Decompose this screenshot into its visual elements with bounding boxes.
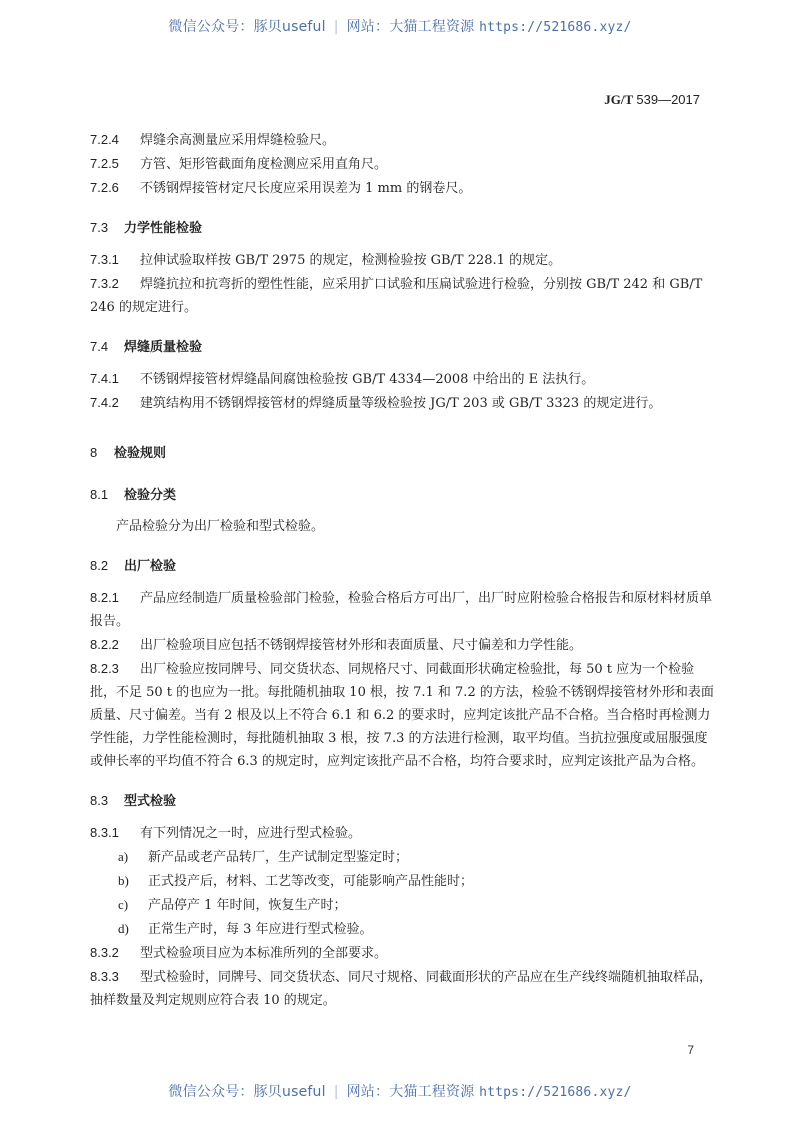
heading-number: 8.3 [90, 793, 109, 808]
clause-text: 有下列情况之一时，应进行型式检验。 [140, 826, 362, 841]
watermark-top [0, 16, 800, 36]
paragraph-8-1: 产品检验分为出厂检验和型式检验。 [116, 519, 325, 534]
clause-text: 拉伸试验取样按 GB/T 2975 的规定，检测检验按 GB/T 228.1 的规定。 [140, 253, 562, 268]
list-text: 新产品或老产品转厂，生产试制定型鉴定时； [148, 850, 409, 865]
clause-8-3-2 [90, 941, 715, 965]
clause-number: 8.3.3 [90, 969, 119, 984]
clause-text: 焊缝抗拉和抗弯折的塑性性能，应采用扩口试验和压扁试验进行检验，分别按 GB/T 242 和 GB/T 246 的规定进行。 [90, 277, 703, 315]
clause-text: 产品应经制造厂质量检验部门检验，检验合格后方可出厂，出厂时应附检验合格报告和原材料材质单报告。 [90, 591, 713, 629]
heading-title: 检验规则 [114, 446, 167, 461]
clause-8-3-3 [90, 965, 715, 1012]
list-text: 产品停产 1 年时间，恢复生产时； [148, 898, 347, 913]
watermark-site: 网站：大猫工程资源 [346, 19, 475, 35]
list-marker: a) [118, 849, 129, 864]
standard-code [604, 92, 700, 108]
heading-title: 出厂检验 [124, 559, 177, 574]
page-number: 7 [687, 1043, 694, 1057]
clause-number: 8.2.2 [90, 637, 119, 652]
watermark-separator: | [333, 19, 339, 35]
clause-text: 不锈钢焊接管材焊缝晶间腐蚀检验按 GB/T 4334—2008 中给出的 E 法执行。 [140, 372, 595, 387]
clause-text: 建筑结构用不锈钢焊接管材的焊缝质量等级检验按 JG/T 203 或 GB/T 3323 的规定进行。 [140, 396, 662, 411]
watermark-account: 微信公众号：豚贝useful [168, 19, 326, 35]
clause-number: 8.2.1 [90, 590, 119, 605]
heading-title: 焊缝质量检验 [124, 340, 203, 355]
list-item-c [90, 893, 715, 917]
heading-number: 8.2 [90, 558, 109, 573]
clause-text: 型式检验时，同牌号、同交货状态、同尺寸规格、同截面形状的产品应在生产线终端随机抽取样品，抽样数量及判定规则应符合表 10 的规定。 [90, 970, 713, 1008]
list-marker: d) [118, 921, 129, 936]
clause-8-2-1 [90, 586, 715, 633]
clause-7-3-1 [90, 248, 715, 272]
list-text: 正式投产后，材料、工艺等改变，可能影响产品性能时； [148, 874, 474, 889]
heading-8-1 [90, 483, 715, 507]
clause-7-4-2 [90, 391, 715, 415]
standard-prefix: JG/T [604, 92, 634, 107]
clause-text: 型式检验项目应为本标准所列的全部要求。 [140, 946, 388, 961]
clause-7-3-2 [90, 272, 715, 319]
clause-7-4-1 [90, 367, 715, 391]
heading-title: 力学性能检验 [124, 221, 203, 236]
watermark-bottom [0, 1081, 800, 1101]
clause-text: 出厂检验项目应包括不锈钢焊接管材外形和表面质量、尺寸偏差和力学性能。 [140, 638, 583, 653]
heading-7-3 [90, 216, 715, 240]
heading-8-2 [90, 554, 715, 578]
watermark-separator: | [333, 1084, 339, 1100]
list-text: 正常生产时，每 3 年应进行型式检验。 [148, 922, 373, 937]
clause-number: 7.3.1 [90, 252, 119, 267]
clause-number: 7.4.1 [90, 371, 119, 386]
clause-number: 8.3.2 [90, 945, 119, 960]
clause-8-2-3 [90, 657, 715, 773]
document-body [90, 128, 715, 1012]
clause-number: 7.2.6 [90, 180, 119, 195]
clause-number: 7.3.2 [90, 276, 119, 291]
watermark-url[interactable]: https://521686.xyz/ [479, 20, 632, 35]
standard-number: 539—2017 [636, 92, 700, 107]
watermark-url[interactable]: https://521686.xyz/ [479, 1085, 632, 1100]
heading-number: 8.1 [90, 487, 109, 502]
clause-text: 不锈钢焊接管材定尺长度应采用误差为 1 mm 的钢卷尺。 [140, 181, 472, 196]
clause-number: 7.2.4 [90, 132, 119, 147]
list-marker: c) [118, 897, 129, 912]
clause-7-2-5 [90, 152, 715, 176]
clause-number: 7.4.2 [90, 395, 119, 410]
clause-number: 8.2.3 [90, 661, 119, 676]
heading-7-4 [90, 335, 715, 359]
watermark-site: 网站：大猫工程资源 [346, 1084, 475, 1100]
clause-text: 焊缝余高测量应采用焊缝检验尺。 [140, 133, 336, 148]
clause-7-2-6 [90, 176, 715, 200]
clause-8-2-2 [90, 633, 715, 657]
heading-number: 7.4 [90, 339, 109, 354]
heading-title: 型式检验 [124, 794, 177, 809]
list-marker: b) [118, 873, 129, 888]
clause-8-3-1 [90, 821, 715, 845]
heading-8-3 [90, 789, 715, 813]
list-item-a [90, 845, 715, 869]
heading-number: 8 [90, 445, 98, 460]
clause-text: 方管、矩形管截面角度检测应采用直角尺。 [140, 157, 388, 172]
heading-chapter-8 [90, 441, 715, 465]
watermark-account: 微信公众号：豚贝useful [168, 1084, 326, 1100]
heading-title: 检验分类 [124, 488, 177, 503]
clause-text: 出厂检验应按同牌号、同交货状态、同规格尺寸、同截面形状确定检验批，每 50 t 应为一个检验批，不足 50 t 的也应为一批。每批随机抽取 10 根，按 7.1 和 7.2 的方法，检验不锈钢焊接管材外形和表面质量、尺寸偏差。当有 2 根及以上不符合 6.1 和 6.2 的要求时，应判定该批产品不合格。当合格时再检测力学性能，力学性能检测时，每批随机抽取 3 根，按 7.3 的方法进行检测，取平均值。当抗拉强度或屈服强度或伸长率的平均值不符合 6.3 的规定时，应判定该批产品不合格，均符合要求时，应判定该批产品为合格。 [90, 662, 714, 769]
heading-number: 7.3 [90, 220, 109, 235]
clause-number: 7.2.5 [90, 156, 119, 171]
list-item-d [90, 917, 715, 941]
list-item-b [90, 869, 715, 893]
clause-number: 8.3.1 [90, 825, 119, 840]
clause-7-2-4 [90, 128, 715, 152]
